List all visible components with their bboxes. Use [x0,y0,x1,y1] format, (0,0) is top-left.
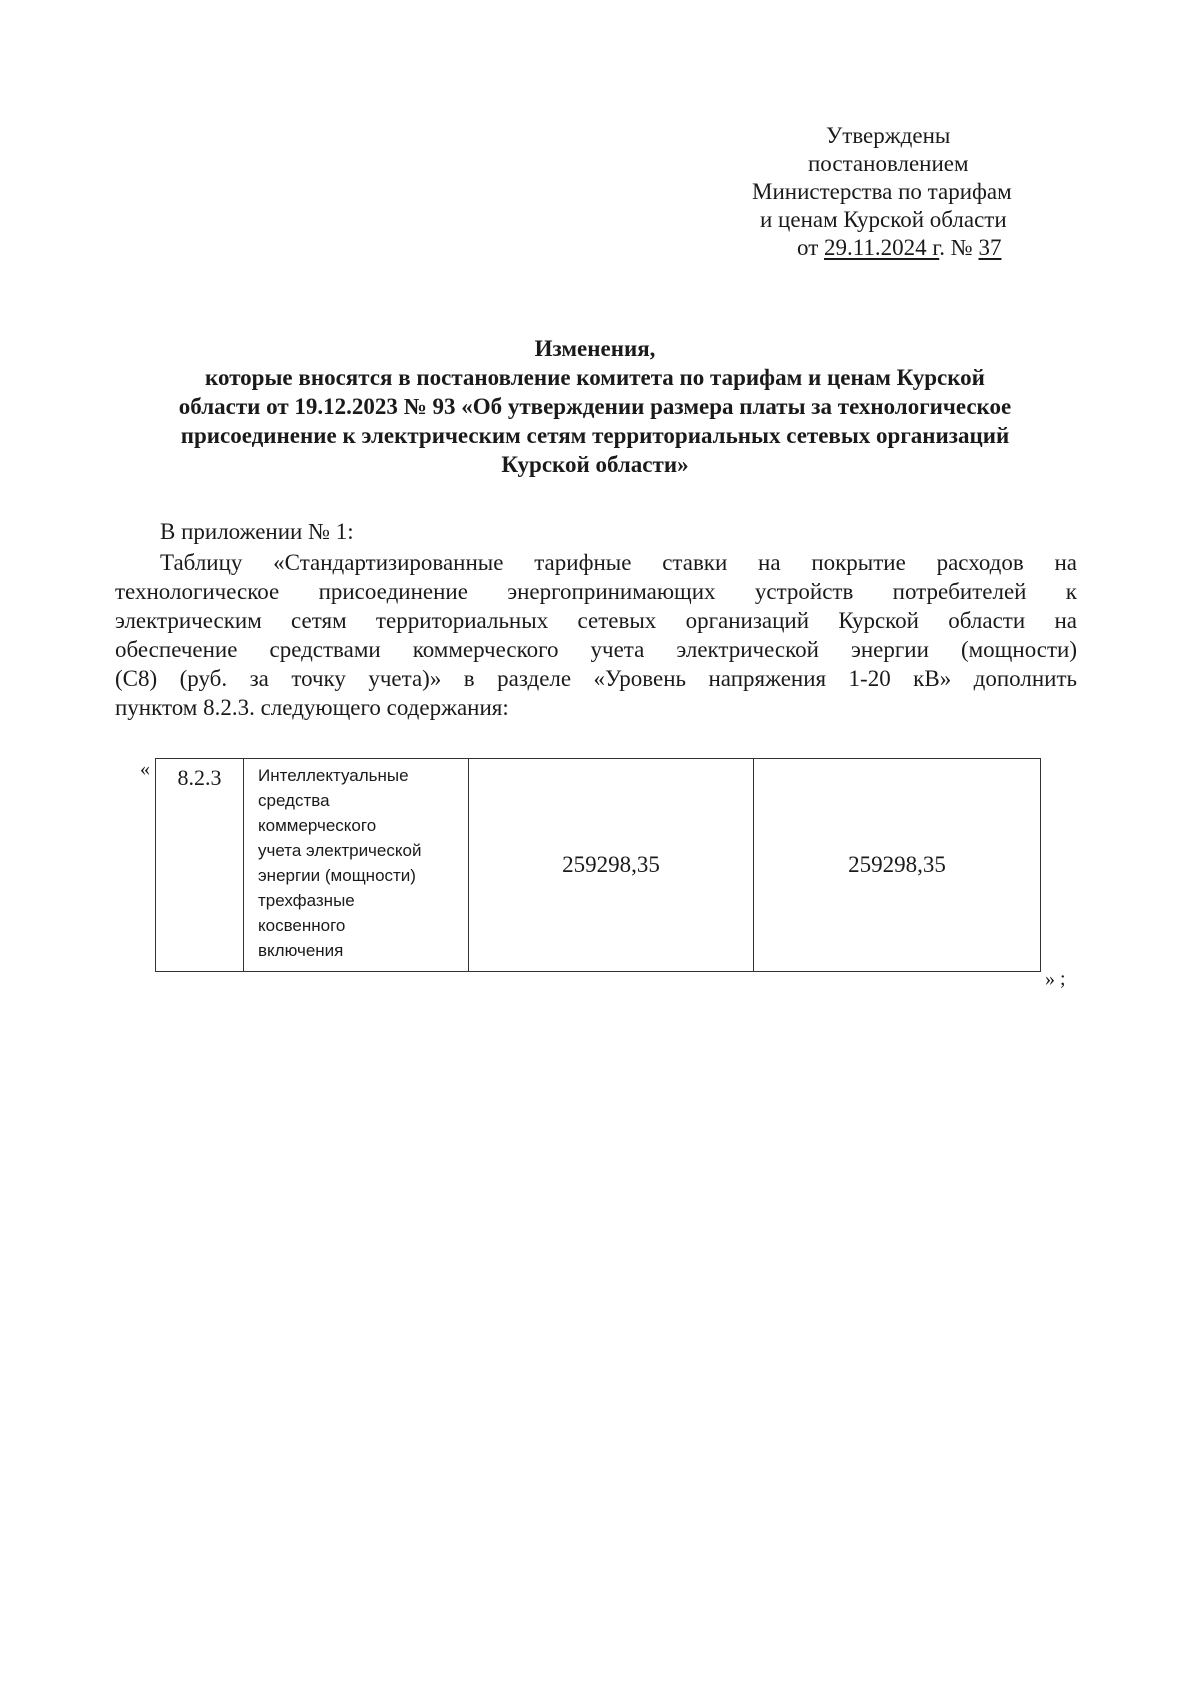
row-number: 8.2.3 [156,759,244,972]
heading-line: области от 19.12.2023 № 93 «Об утверждении размера платы за технологическое [178,394,1012,419]
approval-number: 37 [978,235,1002,260]
approval-line-2: постановлением [808,151,969,176]
document-heading [115,334,1075,479]
paragraph-line: технологическое присоединение энергопринимающих устройств потребителей к [115,579,1077,604]
description-line: косвенного [258,916,346,935]
intro-line: В приложении № 1: [160,519,354,544]
approval-block [740,122,1070,262]
close-quote: » ; [1045,968,1066,990]
approval-line-3: Министерства по тарифам [752,179,1012,204]
date-prefix: от [797,235,824,260]
number-prefix: . № [939,235,979,260]
row-description [244,759,469,972]
description-line: энергии (мощности) [258,866,416,885]
row-value-2: 259298,35 [754,759,1041,972]
approval-date-line [740,234,1070,262]
table-row [156,759,1041,972]
paragraph-line: обеспечение средствами коммерческого учета электрической энергии (мощности) [115,637,1077,662]
approval-line-4: и ценам Курской области [760,207,1007,232]
heading-line: которые вносятся в постановление комитета по тарифам и ценам Курской [205,365,985,390]
approval-date: 29.11.2024 г [824,235,940,260]
description-line: средства [258,791,330,810]
description-line: трехфазные [258,891,355,910]
body-paragraph [115,548,1077,722]
heading-line: Изменения, [534,336,656,361]
paragraph-line: электрическим сетям территориальных сетевых организаций Курской области на [115,608,1077,633]
paragraph-line: пунктом 8.2.3. следующего содержания: [115,695,509,720]
heading-line: Курской области» [501,452,689,477]
open-quote: « [140,758,150,780]
tariff-table [155,758,1041,972]
description-line: включения [258,941,344,960]
paragraph-line: Таблицу «Стандартизированные тарифные ставки на покрытие расходов на [160,550,1077,575]
description-line: учета электрической [258,841,422,860]
heading-line: присоединение к электрическим сетям территориальных сетевых организаций [180,423,1010,448]
approval-line-1: Утверждены [826,123,951,148]
row-value-1: 259298,35 [469,759,754,972]
description-line: коммерческого [258,816,377,835]
paragraph-line: (С8) (руб. за точку учета)» в разделе «Уровень напряжения 1-20 кВ» дополнить [115,666,1077,691]
description-line: Интеллектуальные [258,766,409,785]
